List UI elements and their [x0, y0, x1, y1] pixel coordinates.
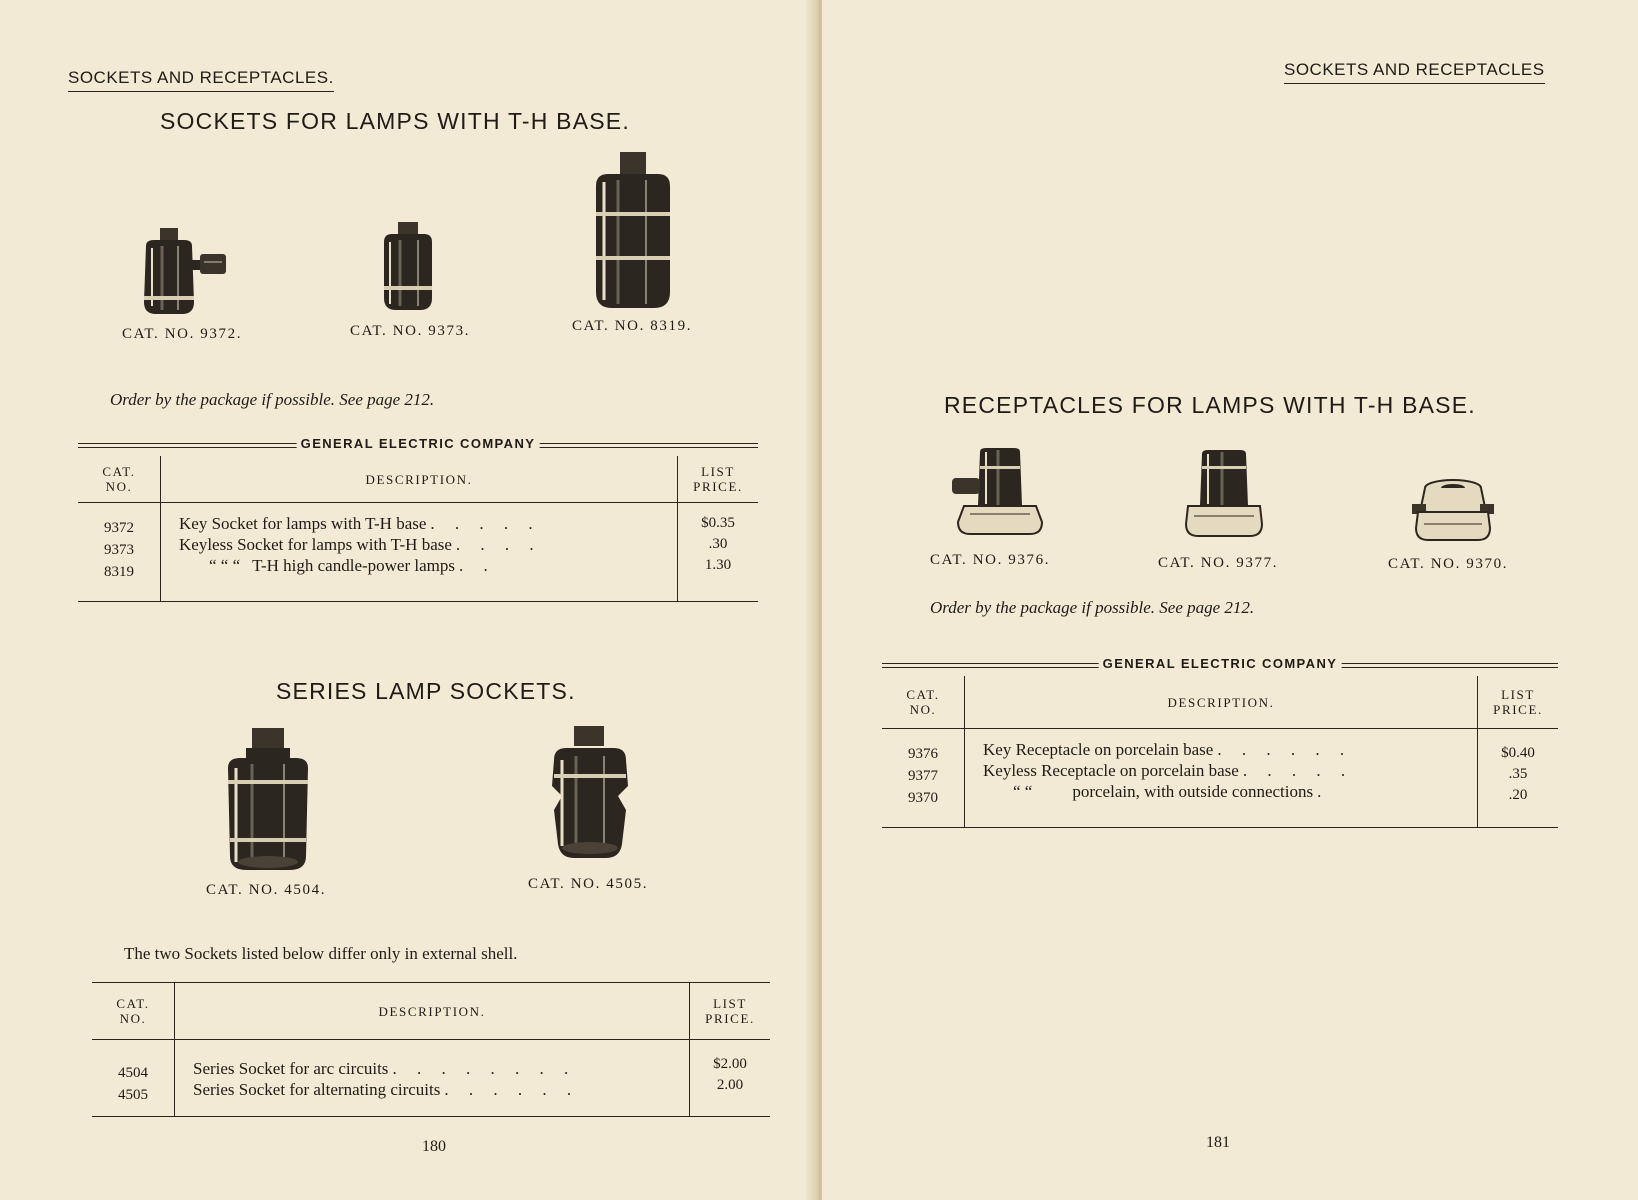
leader-dots: .	[1317, 782, 1330, 801]
running-head: SOCKETS AND RECEPTACLES.	[68, 68, 334, 92]
table-cell-price: 2.00	[716, 1077, 744, 1093]
header-cat: CAT. NO.	[116, 996, 150, 1026]
description-column	[174, 1040, 690, 1116]
leader-dots: . . . . . .	[1217, 740, 1353, 759]
company-banner	[78, 436, 758, 456]
series-socket-arc-illustration	[222, 728, 314, 872]
table-cell-cat: 4504	[118, 1065, 148, 1081]
table-note: The two Sockets listed below differ only in external shell.	[124, 944, 518, 963]
table-row	[179, 555, 665, 576]
company-name: GENERAL ELECTRIC COMPANY	[297, 436, 540, 451]
outside-connection-receptacle-illustration	[1410, 478, 1496, 544]
table-cell-description: Series Socket for alternating circuits	[193, 1080, 441, 1099]
table-cell-price: .20	[1508, 787, 1528, 803]
cat-label: CAT. NO. 4505.	[528, 876, 649, 892]
section-title: RECEPTACLES FOR LAMPS WITH T-H BASE.	[944, 392, 1476, 418]
key-socket-illustration	[138, 222, 230, 316]
header-cat: CAT. NO.	[102, 464, 136, 494]
table-header	[78, 456, 758, 503]
cat-label: CAT. NO. 9370.	[1388, 556, 1509, 572]
table-cell-cat: 9373	[104, 542, 134, 558]
order-note: Order by the package if possible. See page 212.	[110, 390, 435, 409]
table-cell-cat: 9377	[908, 768, 938, 784]
leader-dots: . . . . .	[430, 514, 541, 533]
table-body	[882, 729, 1558, 828]
keyless-receptacle-illustration	[1184, 450, 1264, 538]
table-cell-description: Key Receptacle on porcelain base	[983, 740, 1214, 759]
description-column	[160, 503, 678, 601]
section-title: SOCKETS FOR LAMPS WITH T-H BASE.	[160, 108, 630, 134]
cat-label: CAT. NO. 9372.	[122, 326, 243, 342]
table-cell-price: $0.40	[1501, 745, 1535, 761]
header-description: DESCRIPTION.	[160, 456, 678, 502]
table-cell-cat: 4505	[118, 1087, 148, 1103]
price-table	[882, 656, 1558, 828]
table-row	[983, 781, 1465, 802]
page-number: 180	[422, 1138, 446, 1155]
header-description: DESCRIPTION.	[964, 676, 1478, 728]
table-cell-cat: 9370	[908, 790, 938, 806]
table-row	[193, 1058, 677, 1079]
table-cell-description: Keyless Socket for lamps with T-H base	[179, 535, 452, 554]
ditto-marks: “ “ “	[209, 556, 241, 575]
leader-dots: . .	[459, 556, 496, 575]
table-row	[179, 534, 665, 555]
header-price: LIST PRICE.	[1493, 687, 1543, 717]
order-note: Order by the package if possible. See page 212.	[930, 598, 1255, 617]
high-candle-power-socket-illustration	[590, 152, 676, 310]
leader-dots: . . . . . .	[444, 1080, 580, 1099]
page-number: 181	[1206, 1134, 1230, 1151]
table-row	[193, 1079, 677, 1100]
price-table	[92, 982, 770, 1117]
cat-label: CAT. NO. 9376.	[930, 552, 1051, 568]
company-banner	[882, 656, 1558, 676]
table-row	[983, 760, 1465, 781]
header-description: DESCRIPTION.	[174, 983, 690, 1039]
cat-label: CAT. NO. 9373.	[350, 323, 471, 339]
leader-dots: . . . . .	[1242, 761, 1354, 780]
table-cell-price: .35	[1508, 766, 1528, 782]
ditto-marks: “ “	[1013, 782, 1033, 801]
cat-label: CAT. NO. 8319.	[572, 318, 693, 334]
table-header	[882, 676, 1558, 729]
table-cell-description: Keyless Receptacle on porcelain base	[983, 761, 1239, 780]
table-cell-price: 1.30	[704, 557, 732, 573]
price-column	[690, 1040, 770, 1116]
table-cell-price: $0.35	[701, 515, 735, 531]
price-column	[1478, 729, 1558, 827]
table-row	[179, 513, 665, 534]
left-page	[0, 0, 818, 1200]
description-column	[964, 729, 1478, 827]
cat-column	[92, 1040, 174, 1116]
price-column	[678, 503, 758, 601]
header-price: LIST PRICE.	[705, 996, 755, 1026]
key-receptacle-illustration	[950, 448, 1044, 536]
running-head: SOCKETS AND RECEPTACLES	[1284, 60, 1545, 84]
table-cell-description: T-H high candle-power lamps	[252, 556, 455, 575]
table-header	[92, 983, 770, 1040]
cat-column	[78, 503, 160, 601]
cat-label: CAT. NO. 4504.	[206, 882, 327, 898]
header-price: LIST PRICE.	[693, 464, 743, 494]
cat-label: CAT. NO. 9377.	[1158, 555, 1279, 571]
header-cat: CAT. NO.	[906, 687, 940, 717]
right-page	[822, 0, 1638, 1200]
company-name: GENERAL ELECTRIC COMPANY	[1099, 656, 1342, 671]
table-cell-description: Series Socket for arc circuits	[193, 1059, 389, 1078]
table-cell-description: Key Socket for lamps with T-H base	[179, 514, 427, 533]
table-cell-description: porcelain, with outside connections	[1072, 782, 1314, 801]
series-socket-alternating-illustration	[546, 726, 634, 860]
keyless-socket-illustration	[378, 220, 438, 312]
price-table	[78, 436, 758, 602]
table-cell-price: $2.00	[713, 1056, 747, 1072]
leader-dots: . . . . . . . .	[392, 1059, 577, 1078]
section-title: SERIES LAMP SOCKETS.	[276, 678, 576, 704]
table-cell-price: .30	[708, 536, 728, 552]
leader-dots: . . . .	[455, 535, 542, 554]
table-cell-cat: 8319	[104, 564, 134, 580]
cat-column	[882, 729, 964, 827]
table-row	[983, 739, 1465, 760]
table-cell-cat: 9376	[908, 746, 938, 762]
table-cell-cat: 9372	[104, 520, 134, 536]
table-body	[92, 1040, 770, 1117]
table-body	[78, 503, 758, 602]
